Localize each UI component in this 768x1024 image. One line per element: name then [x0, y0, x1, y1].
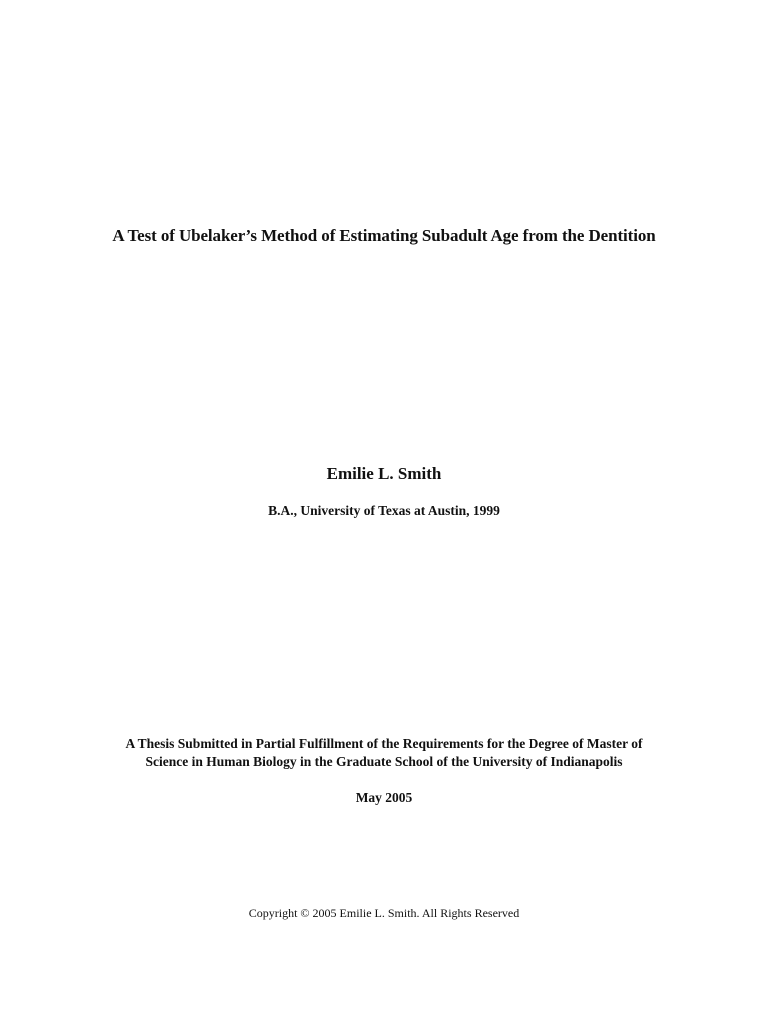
submission-date: May 2005 — [355, 790, 413, 805]
thesis-title: A Test of Ubelaker’s Method of Estimating Subadult Age from the Dentition — [112, 226, 656, 245]
prior-degree: B.A., University of Texas at Austin, 1999 — [268, 503, 500, 518]
thesis-statement-line-2: Science in Human Biology in the Graduate School of the University of Indianapolis — [145, 754, 623, 769]
copyright-notice: Copyright © 2005 Emilie L. Smith. All Rights Reserved — [248, 906, 520, 920]
thesis-statement — [0, 735, 768, 771]
thesis-statement-line-1: A Thesis Submitted in Partial Fulfillment of the Requirements for the Degree of Master of — [125, 736, 643, 751]
author-name: Emilie L. Smith — [326, 464, 442, 483]
